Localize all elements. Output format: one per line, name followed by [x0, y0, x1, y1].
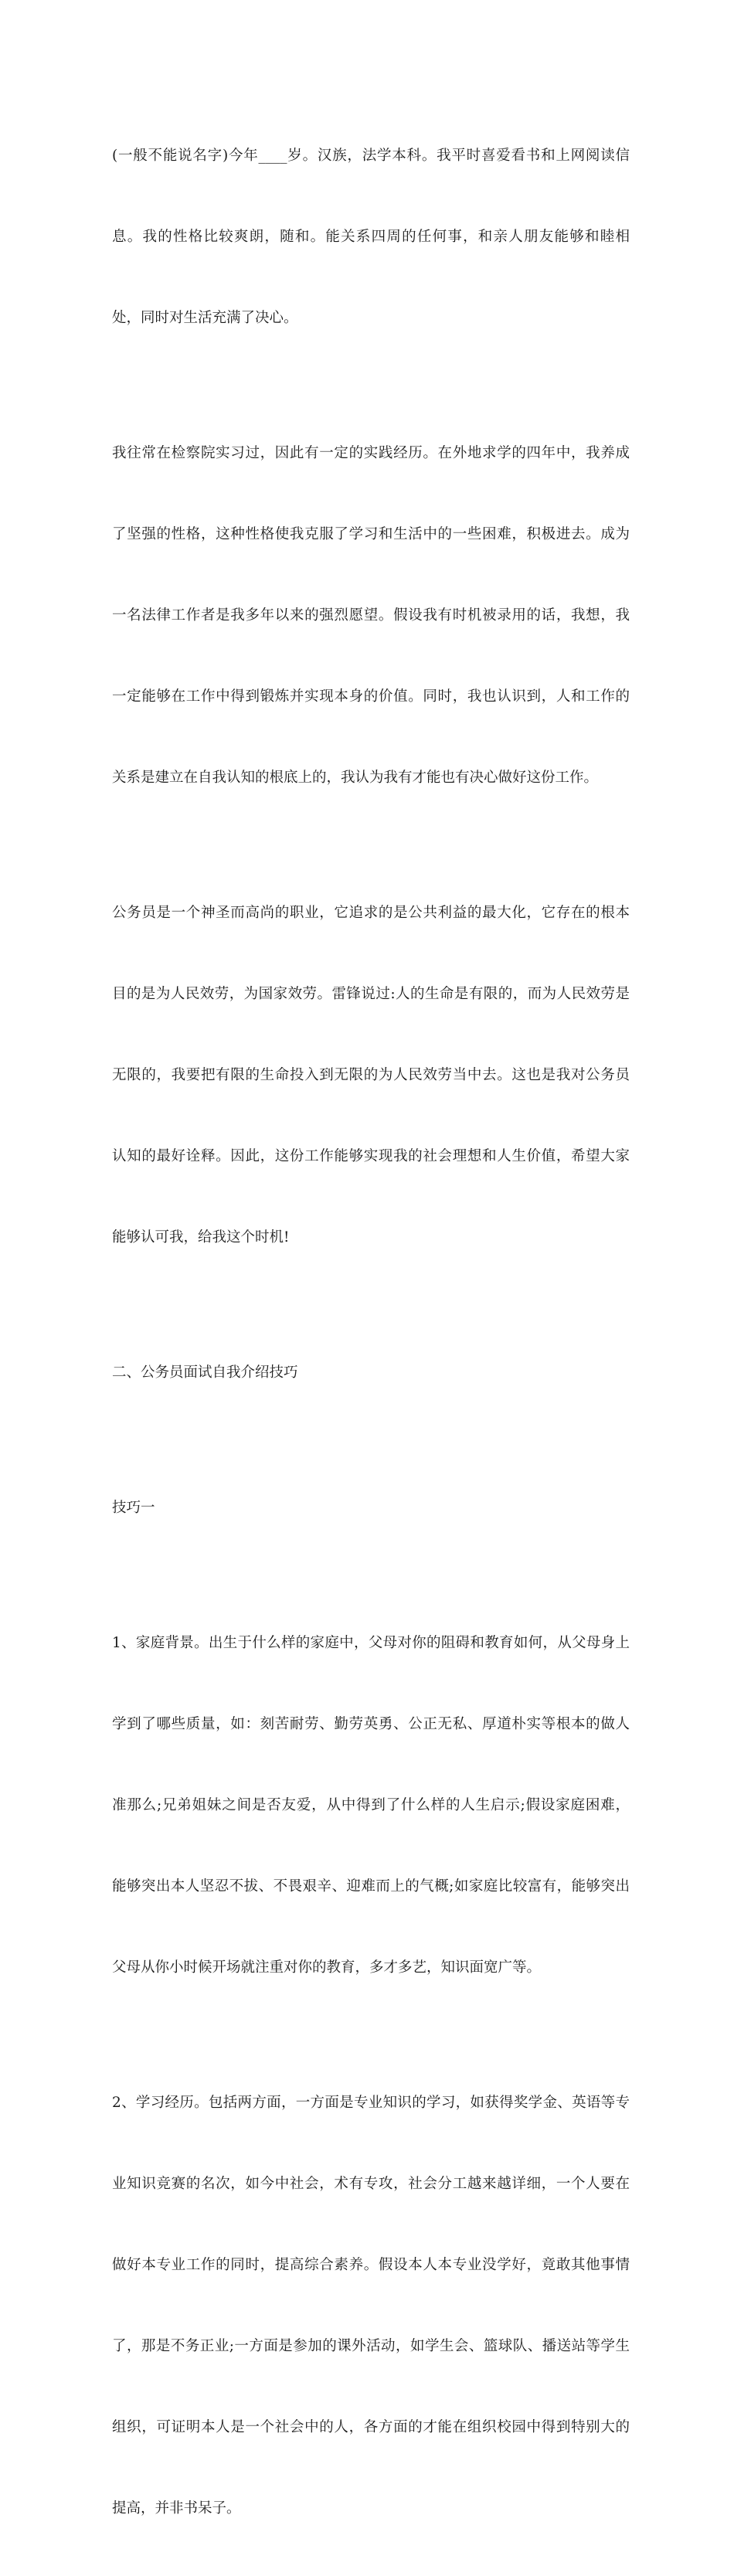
section-title: 二、公务员面试自我介绍技巧 — [112, 1364, 298, 1381]
document-body — [112, 88, 630, 2576]
text-line: 1、家庭背景。出生于什么样的家庭中，父母对你的阻碍和教育如何，从父母身上 — [112, 1635, 630, 1651]
paragraph-study-experience — [112, 2035, 630, 2576]
text-line: 关系是建立在自我认知的根底上的，我认为我有才能也有决心做好这份工作。 — [112, 770, 599, 786]
text-line: 处，同时对生活充满了决心。 — [112, 310, 298, 326]
text-line: 目的是为人民效劳，为国家效劳。雷锋说过:人的生命是有限的，而为人民效劳是 — [112, 986, 630, 1002]
text-line: 提高，并非书呆子。 — [112, 2500, 241, 2517]
text-line: 了，那是不务正业;一方面是参加的课外活动，如学生会、篮球队、播送站等学生 — [112, 2338, 630, 2354]
text-line: 公务员是一个神圣而高尚的职业，它追求的是公共利益的最大化，它存在的根本 — [112, 905, 630, 921]
text-line: 父母从你小时候开场就注重对你的教育，多才多艺，知识面宽广等。 — [112, 1959, 542, 1976]
text-line: 学到了哪些质量，如：刻苦耐劳、勤劳英勇、公正无私、厚道朴实等根本的做人 — [112, 1716, 630, 1732]
tip-heading — [112, 1440, 630, 1575]
text-line: 了坚强的性格，这种性格使我克服了学习和生活中的一些困难，积极进去。成为 — [112, 526, 630, 542]
tip-title: 技巧一 — [112, 1500, 155, 1516]
text-line: 能够突出本人坚忍不拔、不畏艰辛、迎难而上的气概;如家庭比较富有，能够突出 — [112, 1878, 630, 1895]
text-line: 组织，可证明本人是一个社会中的人，各方面的才能在组织校园中得到特别大的 — [112, 2419, 630, 2435]
text-line: (一般不能说名字)今年____岁。汉族，法学本科。我平时喜爱看书和上网阅读信 — [112, 148, 630, 164]
text-line: 一定能够在工作中得到锻炼并实现本身的价值。同时，我也认识到，人和工作的 — [112, 688, 630, 705]
paragraph-family-background — [112, 1575, 630, 2035]
text-line: 业知识竞赛的名次，如今中社会，术有专攻，社会分工越来越详细，一个人要在 — [112, 2176, 630, 2192]
text-line: 做好本专业工作的同时，提高综合素养。假设本人本专业没学好，竟敢其他事情 — [112, 2257, 630, 2273]
paragraph-experience — [112, 386, 630, 845]
text-line: 一名法律工作者是我多年以来的强烈愿望。假设我有时机被录用的话，我想，我 — [112, 607, 630, 624]
text-line: 2、学习经历。包括两方面，一方面是专业知识的学习，如获得奖学金、英语等专 — [112, 2095, 630, 2111]
text-line: 准那么;兄弟姐妹之间是否友爱，从中得到了什么样的人生启示;假设家庭困难， — [112, 1797, 630, 1813]
text-line: 能够认可我，给我这个时机! — [112, 1229, 290, 1246]
paragraph-civil-servant — [112, 845, 630, 1305]
text-line: 无限的，我要把有限的生命投入到无限的为人民效劳当中去。这也是我对公务员 — [112, 1067, 630, 1083]
paragraph-intro — [112, 88, 630, 386]
text-line: 认知的最好诠释。因此，这份工作能够实现我的社会理想和人生价值，希望大家 — [112, 1148, 630, 1164]
section-heading — [112, 1305, 630, 1440]
text-line: 息。我的性格比较爽朗，随和。能关系四周的任何事，和亲人朋友能够和睦相 — [112, 229, 630, 245]
text-line: 我往常在检察院实习过，因此有一定的实践经历。在外地求学的四年中，我养成 — [112, 445, 630, 461]
